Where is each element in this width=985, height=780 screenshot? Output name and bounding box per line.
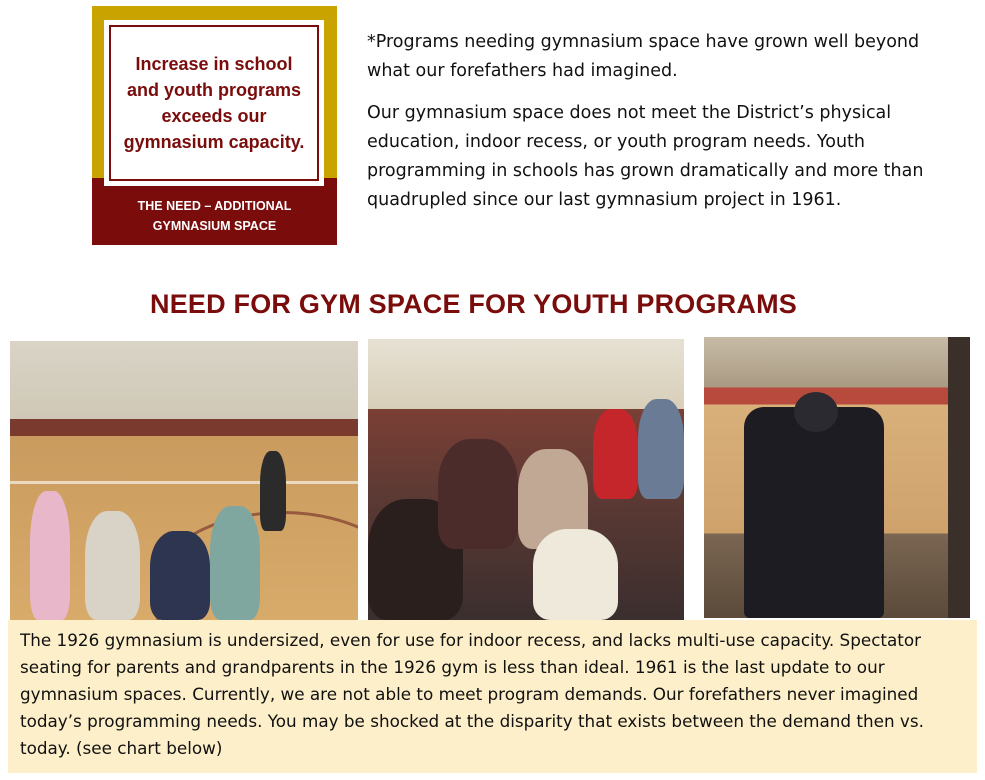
badge-card-frame [109, 25, 319, 181]
student-figure [438, 439, 518, 549]
badge-card [104, 20, 324, 186]
child-figure [150, 531, 210, 620]
photo-wheelchair-spectator-gym [704, 337, 970, 618]
callout-text: The 1926 gymnasium is undersized, even for use for indoor recess, and lacks multi-use capacity. Spectator seating for parents and grandparents in the 1926 gym is less than ideal. 1961 is the last update to our gymnasium spaces. Currently, we are not able to meet program demands. Our forefathers never imagined today’s programming needs. You may be shocked at the disparity that exists between the demand then vs. today. (see chart below) [20, 630, 924, 758]
child-figure [30, 491, 70, 620]
photo-gymnasium-children-playing [10, 341, 358, 620]
student-figure [533, 529, 618, 620]
section-title: NEED FOR GYM SPACE FOR YOUTH PROGRAMS [150, 289, 797, 319]
adult-figure [260, 451, 286, 531]
spectator-head [794, 392, 838, 432]
court-line [10, 481, 358, 484]
child-figure [210, 506, 260, 620]
intro-text [367, 28, 967, 228]
need-badge-graphic [92, 6, 337, 245]
callout-box [8, 620, 977, 773]
door-frame [948, 337, 970, 618]
intro-paragraph-2: Our gymnasium space does not meet the District’s physical education, indoor recess, or youth program needs. Youth programming in schools has grown dramatically and more than quadrupled since our last gymnasium project in 1961. [367, 103, 924, 210]
adult-figure [638, 399, 684, 499]
badge-footer: THE NEED – ADDITIONAL GYMNASIUM SPACE [137, 199, 292, 233]
badge-headline: Increase in school and youth programs exceeds our gymnasium capacity. [123, 54, 305, 152]
photo-hallway-students-group [368, 339, 684, 620]
intro-paragraph-1: *Programs needing gymnasium space have grown well beyond what our forefathers had imagined. [367, 32, 920, 81]
wheelchair-figure [744, 407, 884, 618]
child-figure [85, 511, 140, 620]
student-figure [593, 409, 638, 499]
